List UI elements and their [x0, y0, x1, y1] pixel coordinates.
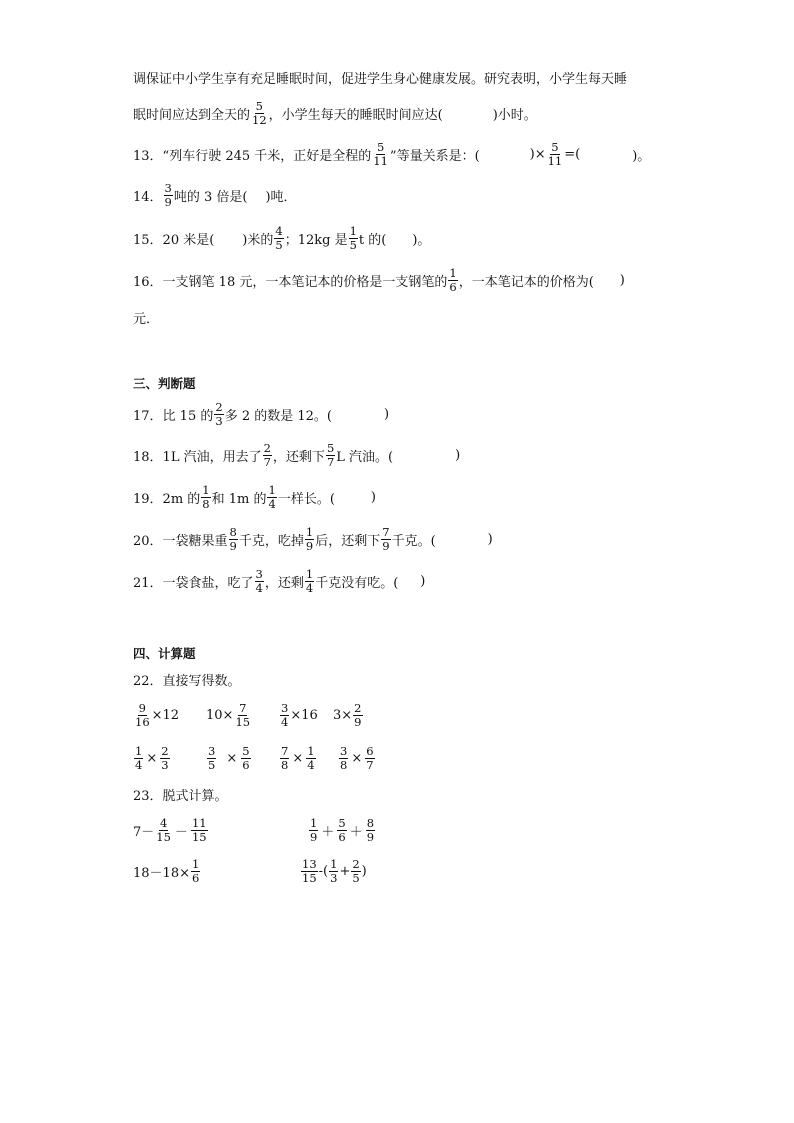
fraction: $\frac{5}{11}$ [373, 140, 388, 168]
q22-expression-1: $\frac{9}{16}$ ×12 [135, 701, 180, 729]
fraction: $\frac{1}{4}$ [268, 483, 276, 511]
fraction: $\frac{3}{8}$ [340, 744, 348, 772]
q22-expression-8: $\frac{3}{8}$ × $\frac{6}{7}$ [340, 744, 374, 772]
question-14: 14． $\frac{3}{9}$ 吨的 3 倍是( )吨． [133, 181, 297, 209]
q23-expression-1: 7－ $\frac{4}{15}$ － $\frac{11}{15}$ [133, 816, 207, 844]
question-16: 16．一支钢笔 18 元，一本笔记本的价格是一支钢笔的 $\frac{1}{6}$ ，一本笔记本的价格为( ) [133, 266, 625, 294]
q23-expression-2: $\frac{1}{9}$ ＋ $\frac{5}{6}$ ＋ $\frac{8}{9}$ [310, 816, 375, 844]
question-18: 18．1L 汽油，用去了 $\frac{2}{7}$ ，还剩下 $\frac{5}{7}$ L 汽油。( ) [133, 441, 461, 469]
fraction: $\frac{3}{4}$ [281, 701, 289, 729]
question-12-line-1 [133, 62, 627, 92]
fraction: $\frac{1}{4}$ [305, 567, 314, 595]
question-20: 20．一袋糖果重 $\frac{8}{9}$ 千克，吃掉 $\frac{1}{9}$ 后，还剩下 $\frac{7}{9}$ 千克。( ) [133, 525, 493, 553]
fraction: $\frac{1}{4}$ [307, 744, 315, 772]
question-22-title: 22．直接写得数。 [133, 673, 241, 689]
fraction: $\frac{1}{5}$ [349, 224, 357, 252]
q22-expression-7: $\frac{7}{8}$ × $\frac{1}{4}$ [281, 744, 315, 772]
fraction: $\frac{1}{3}$ [330, 857, 338, 885]
fraction: $\frac{1}{6}$ [449, 266, 457, 294]
fraction: $\frac{2}{5}$ [352, 857, 360, 885]
section-heading-judgement: 三、判断题 [133, 376, 196, 391]
fraction: $\frac{1}{4}$ [135, 744, 143, 772]
question-16-line-2: 元． [133, 311, 160, 327]
fraction: $\frac{7}{15}$ [235, 701, 251, 729]
fraction: $\frac{3}{9}$ [164, 181, 172, 209]
fraction: $\frac{5}{6}$ [242, 744, 250, 772]
fraction: $\frac{7}{8}$ [281, 744, 289, 772]
q12-text-2: 眠时间应达到全天的 [133, 107, 251, 123]
fraction: $\frac{13}{15}$ [302, 857, 317, 885]
q22-expression-4: 3× $\frac{2}{9}$ [333, 701, 362, 729]
question-21: 21．一袋食盐，吃了 $\frac{3}{4}$ ，还剩 $\frac{1}{4}$ 千克没有吃。( ) [133, 567, 426, 595]
fraction: $\frac{8}{9}$ [229, 525, 237, 553]
fraction: $\frac{5}{11}$ [547, 140, 563, 168]
question-17: 17．比 15 的 $\frac{2}{3}$ 多 2 的数是 12。( ) [133, 400, 390, 428]
fraction: $\frac{1}{9}$ [310, 816, 318, 844]
fraction: $\frac{5}{6}$ [338, 816, 346, 844]
fraction: $\frac{2}{3}$ [215, 400, 223, 428]
question-23-title: 23．脱式计算。 [133, 788, 228, 804]
fraction: $\frac{1}{8}$ [202, 483, 210, 511]
fraction: $\frac{2}{7}$ [263, 441, 271, 469]
fraction: $\frac{11}{15}$ [191, 816, 207, 844]
fraction: $\frac{6}{7}$ [366, 744, 374, 772]
question-12-line-2: 眠时间应达到全天的 $\frac{5}{12}$ ，小学生每天的睡眠时间应达( )小时。 [133, 99, 537, 127]
fraction: $\frac{3}{5}$ [208, 744, 216, 772]
q22-expression-3: $\frac{3}{4}$ ×16 [281, 701, 318, 729]
fraction: $\frac{1}{9}$ [305, 525, 314, 553]
fraction: $\frac{5}{7}$ [326, 441, 335, 469]
fraction: $\frac{7}{9}$ [382, 525, 390, 553]
fraction: $\frac{9}{16}$ [135, 701, 150, 729]
fraction: $\frac{3}{4}$ [255, 567, 263, 595]
fraction: $\frac{5}{12}$ [252, 99, 267, 127]
fraction: $\frac{1}{6}$ [191, 857, 200, 885]
fraction: $\frac{2}{9}$ [354, 701, 362, 729]
q22-expression-6: $\frac{3}{5}$ × $\frac{5}{6}$ [208, 744, 250, 772]
question-15: 15．20 米是( )米的 $\frac{4}{5}$ ；12kg 是 $\frac{1}{5}$ t 的( )。 [133, 224, 431, 252]
q22-expression-2: 10× $\frac{7}{15}$ [206, 701, 251, 729]
question-19: 19．2m 的 $\frac{1}{8}$ 和 1m 的 $\frac{1}{4}$ 一样长。( ) [133, 483, 376, 511]
fraction: $\frac{8}{9}$ [366, 816, 375, 844]
fraction: $\frac{4}{15}$ [156, 816, 171, 844]
fraction: $\frac{4}{5}$ [275, 224, 283, 252]
q23-expression-4: $\frac{13}{15}$ -( $\frac{1}{3}$ + $\frac{2}{5}$ ) [302, 857, 367, 885]
section-heading-calculation: 四、计算题 [133, 646, 196, 661]
q23-expression-3: 18－18× $\frac{1}{6}$ [133, 857, 200, 885]
q22-expression-5: $\frac{1}{4}$ × $\frac{2}{3}$ [135, 744, 169, 772]
q12-text-1: 调保证中小学生享有充足睡眠时间，促进学生身心健康发展。研究表明，小学生每天睡 [133, 71, 628, 87]
question-13: 13．“列车行驶 245 千米，正好是全程的 $\frac{5}{11}$ ”等量关系是：( )× $\frac{5}{11}$ =( )。 [133, 140, 651, 168]
fraction: $\frac{2}{3}$ [161, 744, 169, 772]
